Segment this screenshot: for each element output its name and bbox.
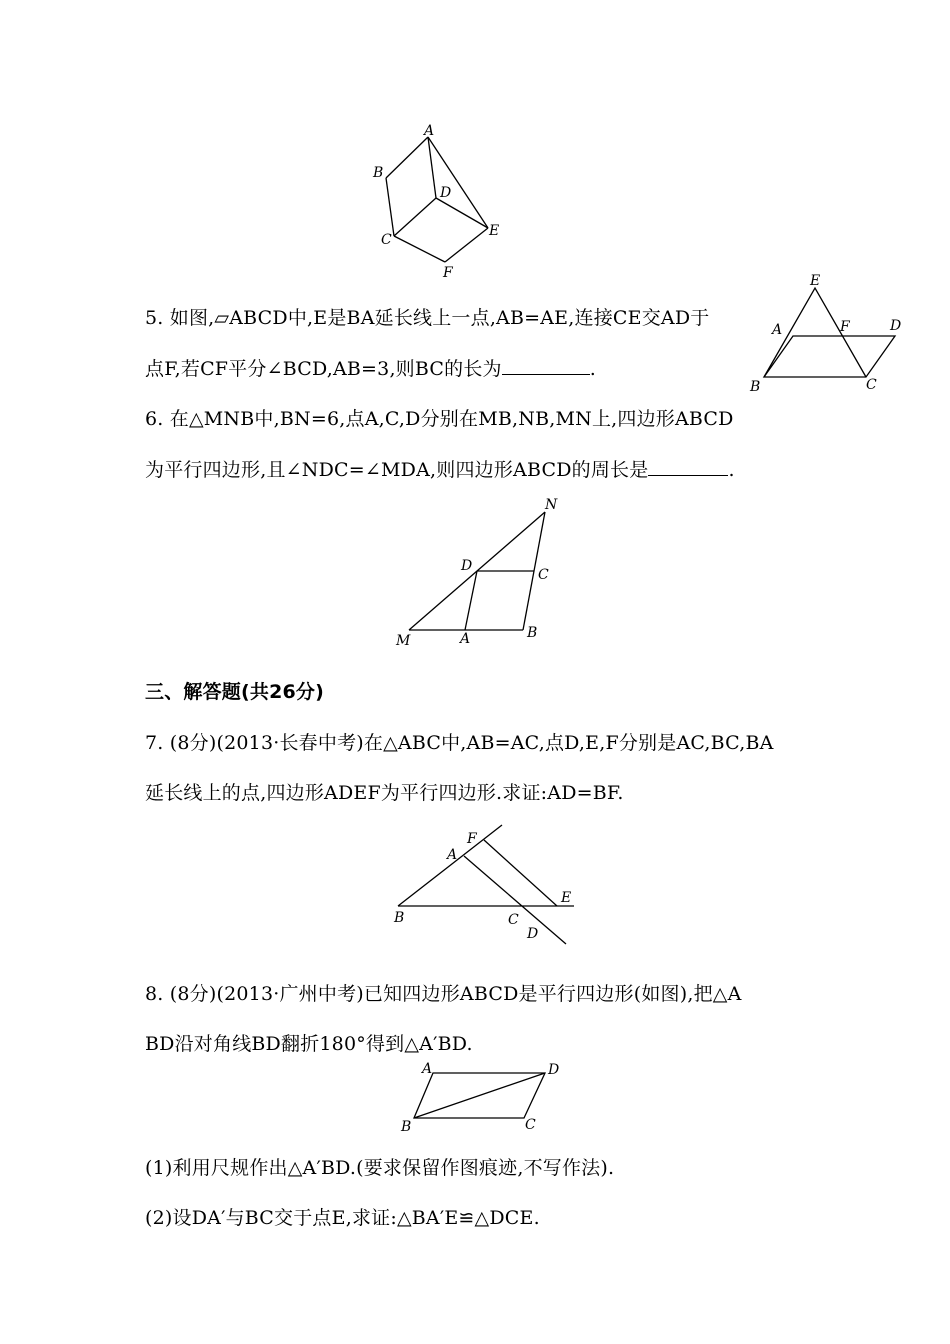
label-m: M bbox=[396, 633, 411, 649]
q5-line2-text: 点F,若CF平分∠BCD,AB=3,则BC的长为 bbox=[145, 358, 502, 380]
q8-line1: 8. (8分)(2013·广州中考)已知四边形ABCD是平行四边形(如图),把△A bbox=[145, 983, 742, 1005]
label-f: F bbox=[467, 831, 477, 847]
q6-line2-text: 为平行四边形,且∠NDC=∠MDA,则四边形ABCD的周长是 bbox=[145, 459, 649, 481]
label-c: C bbox=[538, 567, 549, 583]
label-a: A bbox=[447, 847, 458, 863]
label-a: A bbox=[460, 631, 471, 647]
label-e: E bbox=[489, 223, 500, 239]
q6-answer-blank[interactable] bbox=[648, 457, 728, 476]
q7-line2: 延长线上的点,四边形ADEF为平行四边形.求证:AD=BF. bbox=[145, 782, 624, 804]
label-d: D bbox=[890, 318, 902, 334]
label-e: E bbox=[810, 273, 821, 289]
label-a: A bbox=[424, 123, 435, 139]
label-c: C bbox=[866, 377, 877, 393]
figure-q8-lines bbox=[414, 1073, 545, 1118]
label-n: N bbox=[545, 497, 558, 513]
q5-answer-blank[interactable] bbox=[502, 356, 590, 375]
label-f: F bbox=[443, 265, 453, 281]
label-c: C bbox=[381, 232, 392, 248]
figure-q7-lines bbox=[398, 825, 574, 944]
q5-line2-end: . bbox=[589, 358, 596, 380]
q5-line2 bbox=[145, 354, 596, 381]
label-b: B bbox=[527, 625, 538, 641]
label-f: F bbox=[840, 319, 850, 335]
label-e: E bbox=[561, 890, 572, 906]
section-heading: 三、解答题(共26分) bbox=[145, 681, 325, 703]
label-b: B bbox=[373, 165, 384, 181]
q8-line2: BD沿对角线BD翻折180°得到△A′BD. bbox=[145, 1033, 473, 1055]
figure-top-lines bbox=[386, 137, 488, 262]
q6-line2-end: . bbox=[728, 459, 735, 481]
figure-q6-lines bbox=[409, 512, 545, 630]
label-a: A bbox=[772, 322, 783, 338]
q7-line1: 7. (8分)(2013·长春中考)在△ABC中,AB=AC,点D,E,F分别是AC,BC,BA bbox=[145, 732, 774, 754]
label-c: C bbox=[508, 912, 519, 928]
label-d: D bbox=[440, 185, 452, 201]
label-b: B bbox=[401, 1119, 412, 1135]
q8-sub2: (2)设DA′与BC交于点E,求证:△BA′E≌△DCE. bbox=[145, 1207, 540, 1229]
q8-sub1: (1)利用尺规作出△A′BD.(要求保留作图痕迹,不写作法). bbox=[145, 1157, 615, 1179]
label-a: A bbox=[422, 1061, 433, 1077]
label-b: B bbox=[394, 910, 405, 926]
label-d: D bbox=[527, 926, 539, 942]
q6-line2 bbox=[145, 455, 735, 482]
q5-line1: 5. 如图,▱ABCD中,E是BA延长线上一点,AB=AE,连接CE交AD于 bbox=[145, 307, 710, 329]
label-b: B bbox=[750, 379, 761, 395]
label-c: C bbox=[525, 1117, 536, 1133]
figure-q5-lines bbox=[764, 288, 895, 377]
label-d: D bbox=[461, 558, 473, 574]
q6-line1: 6. 在△MNB中,BN=6,点A,C,D分别在MB,NB,MN上,四边形ABCD bbox=[145, 408, 734, 430]
label-d: D bbox=[548, 1062, 560, 1078]
